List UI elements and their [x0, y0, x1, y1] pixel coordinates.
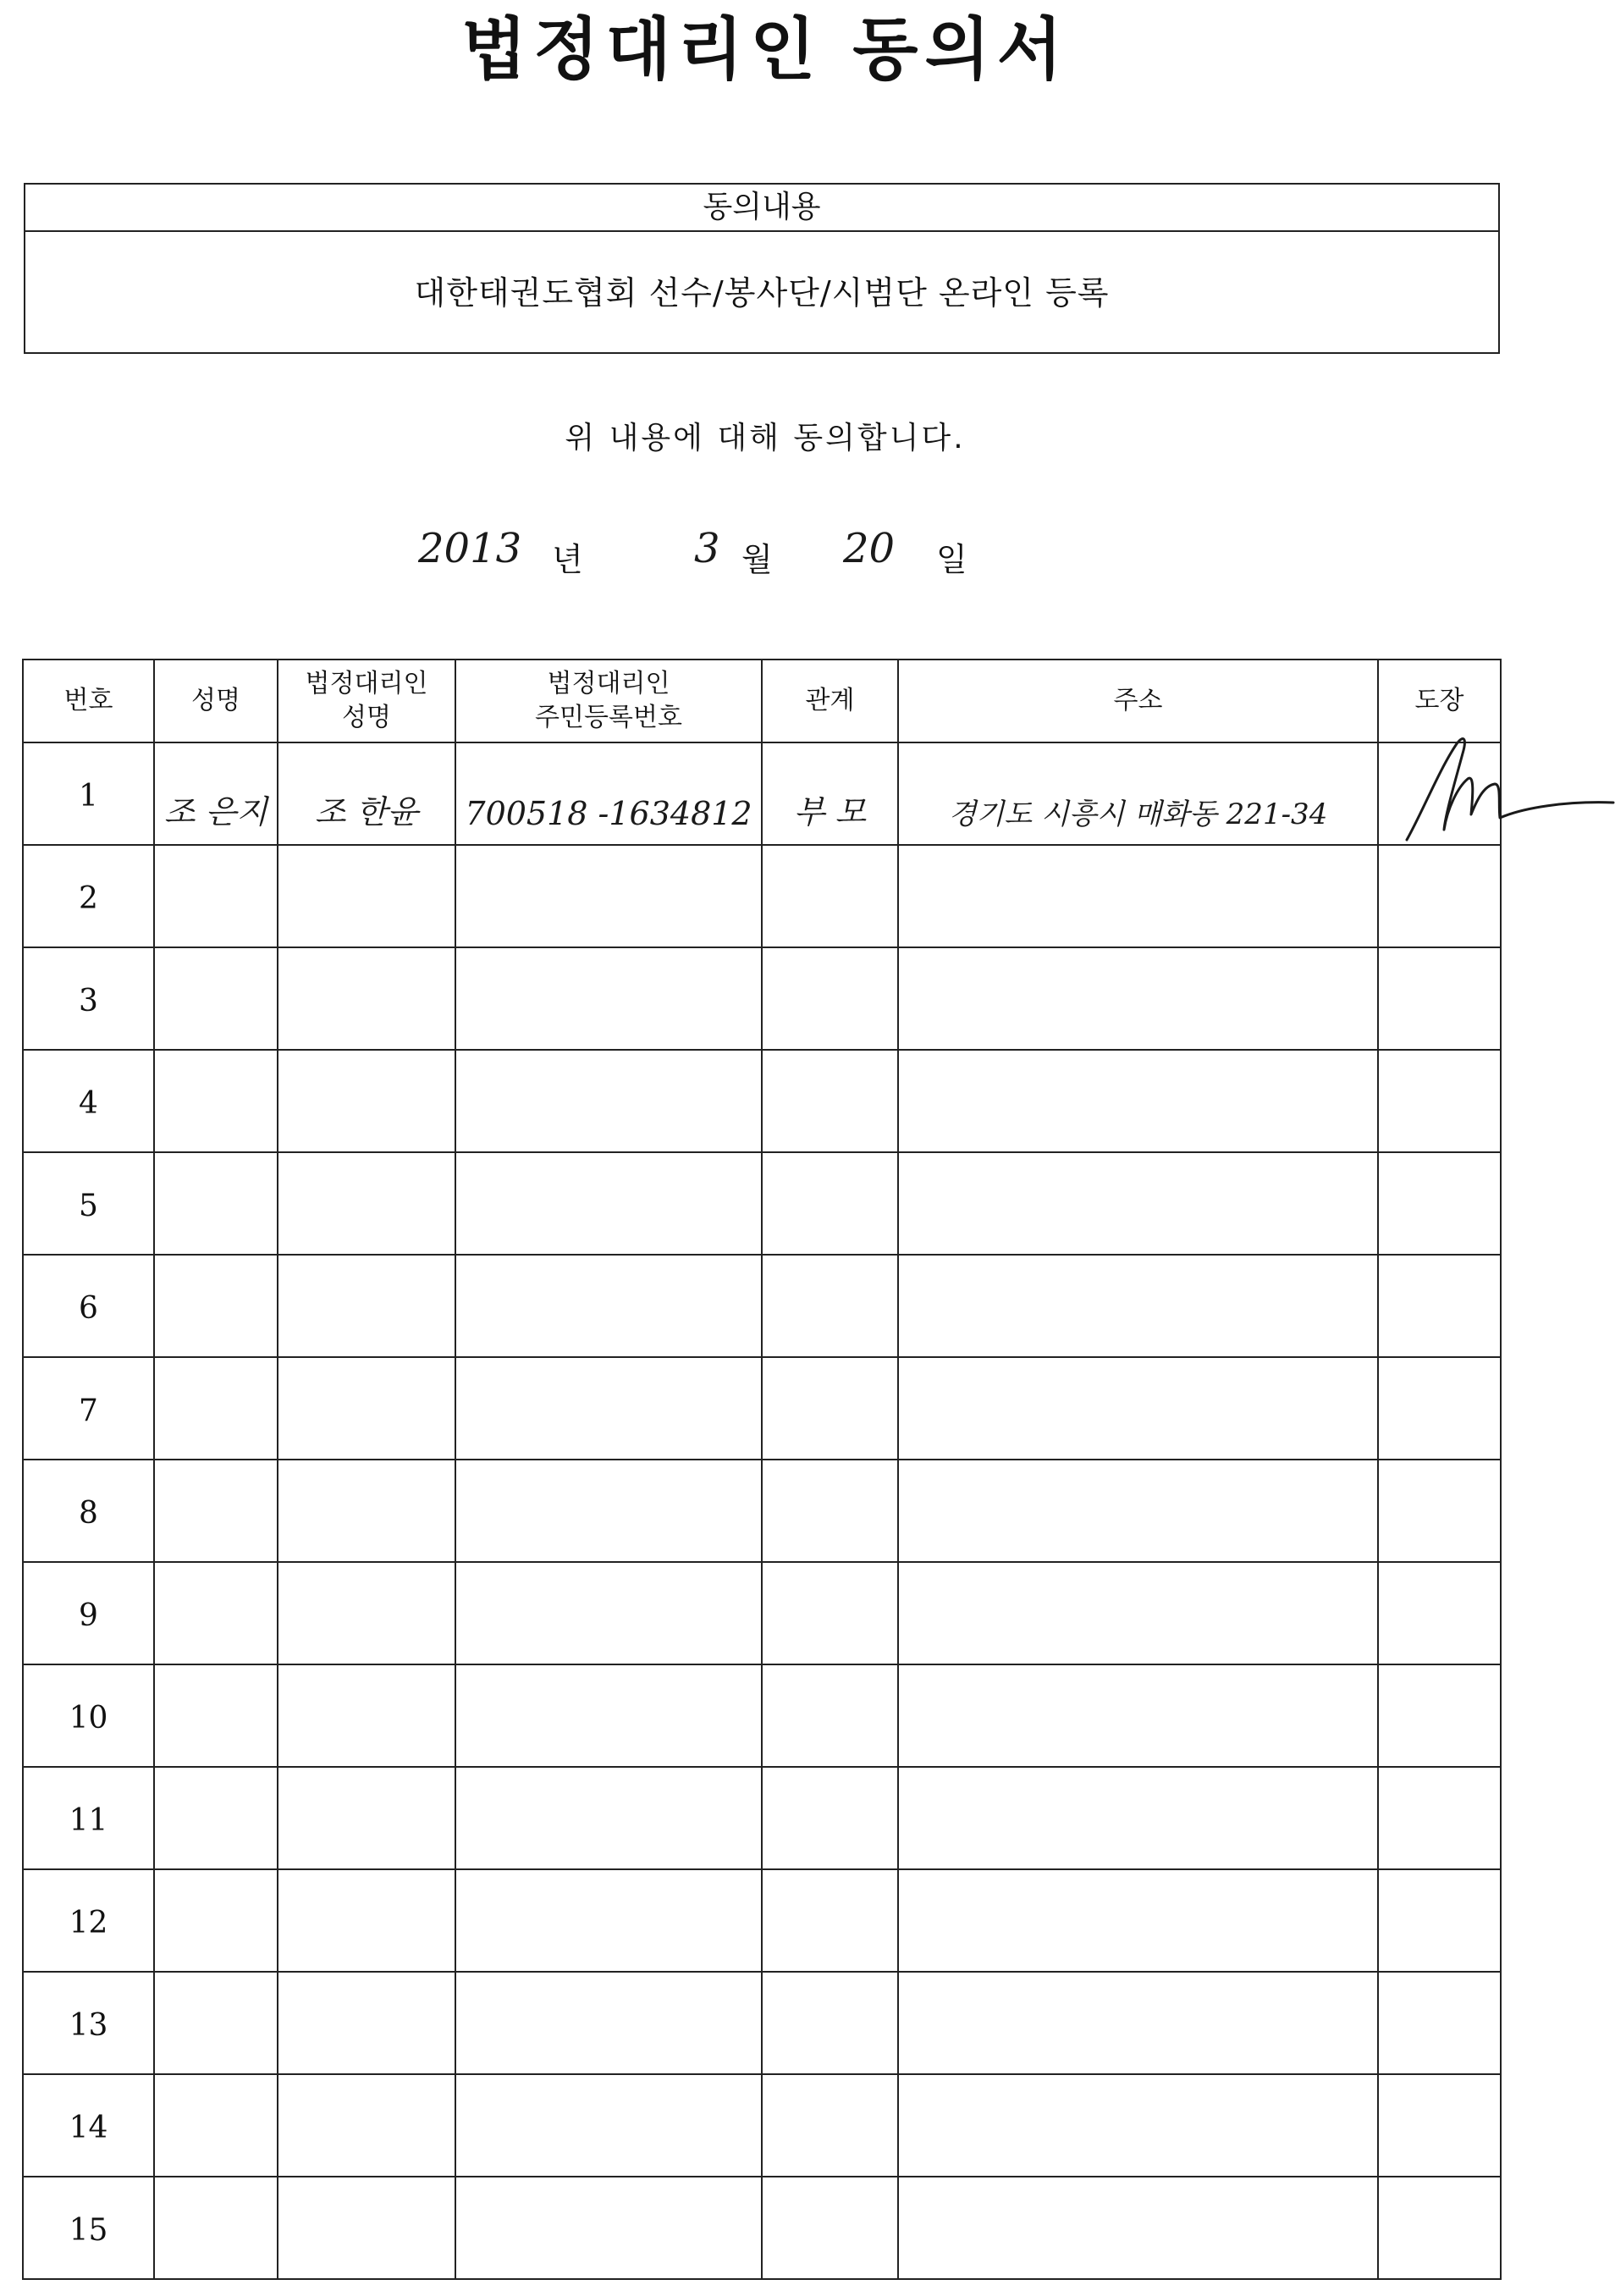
table-row	[23, 1664, 1501, 1767]
row-guardian-name	[278, 1152, 455, 1255]
row-number: 14	[23, 2074, 154, 2177]
row-number: 3	[23, 947, 154, 1050]
row-number: 10	[23, 1664, 154, 1767]
header-seal: 도장	[1378, 660, 1501, 742]
row-number: 2	[23, 845, 154, 947]
row-guardian-name	[278, 1869, 455, 1972]
row-guardian-name	[278, 1460, 455, 1562]
row-seal	[1378, 1869, 1501, 1972]
row-relation	[762, 1357, 898, 1460]
row-relation	[762, 2074, 898, 2177]
table-row	[23, 1767, 1501, 1869]
row-address	[898, 947, 1378, 1050]
row-address	[898, 1152, 1378, 1255]
row-number: 6	[23, 1255, 154, 1357]
row-guardian-id	[455, 2177, 762, 2279]
row-address	[898, 1255, 1378, 1357]
row-guardian-name	[278, 1050, 455, 1152]
row-guardian-name	[278, 2177, 455, 2279]
row-guardian-id	[455, 2074, 762, 2177]
row-address	[898, 1664, 1378, 1767]
row-seal	[1378, 1050, 1501, 1152]
header-guardian-name	[278, 660, 455, 742]
row-number: 7	[23, 1357, 154, 1460]
header-name: 성명	[154, 660, 278, 742]
row-seal	[1378, 1152, 1501, 1255]
row-seal	[1378, 1972, 1501, 2074]
header-guardian-id-line2: 주민등록번호	[535, 703, 682, 732]
table-row	[23, 2177, 1501, 2279]
row-seal	[1378, 1460, 1501, 1562]
row-guardian-id	[455, 1664, 762, 1767]
row-number: 9	[23, 1562, 154, 1664]
row-relation	[762, 1255, 898, 1357]
row-address	[898, 2177, 1378, 2279]
consent-header: 동의내용	[25, 185, 1498, 232]
table-row	[23, 1972, 1501, 2074]
date-year-unit: 년	[552, 541, 583, 578]
consent-content: 대한태권도협회 선수/봉사단/시범단 온라인 등록	[414, 274, 1110, 312]
row-name	[154, 2074, 278, 2177]
table-header-row	[23, 660, 1501, 742]
table-row	[23, 1869, 1501, 1972]
date-day: 20	[843, 525, 896, 572]
document-title: 법정대리인 동의서	[460, 9, 1070, 89]
row-relation	[762, 1869, 898, 1972]
row-address	[898, 1562, 1378, 1664]
row-name	[154, 845, 278, 947]
table-row	[23, 2074, 1501, 2177]
row-name	[154, 1460, 278, 1562]
row-relation	[762, 845, 898, 947]
row-address	[898, 1050, 1378, 1152]
row-name	[154, 1255, 278, 1357]
row-number: 4	[23, 1050, 154, 1152]
row-guardian-id: 700518 -1634812	[455, 742, 762, 845]
row-number: 13	[23, 1972, 154, 2074]
row-guardian-name	[278, 1357, 455, 1460]
row-number: 8	[23, 1460, 154, 1562]
row-guardian-id	[455, 1050, 762, 1152]
row-address	[898, 2074, 1378, 2177]
row-name	[154, 2177, 278, 2279]
row-guardian-id	[455, 845, 762, 947]
row-relation	[762, 947, 898, 1050]
row-number: 5	[23, 1152, 154, 1255]
row-number: 15	[23, 2177, 154, 2279]
header-guardian-name-line2: 성명	[342, 703, 391, 732]
row-relation	[762, 1562, 898, 1664]
table-row	[23, 1050, 1501, 1152]
guardian-table	[22, 659, 1502, 2280]
row-name	[154, 1357, 278, 1460]
row-relation	[762, 1664, 898, 1767]
header-guardian-id-line1: 법정대리인	[547, 669, 670, 698]
row-address	[898, 1869, 1378, 1972]
row-relation	[762, 1050, 898, 1152]
row-name	[154, 1767, 278, 1869]
row-guardian-name	[278, 1255, 455, 1357]
row-guardian-id	[455, 1460, 762, 1562]
row-relation: 부 모	[762, 742, 898, 845]
date-month: 3	[694, 525, 720, 572]
row-address	[898, 1767, 1378, 1869]
row-number: 11	[23, 1767, 154, 1869]
row-name	[154, 1869, 278, 1972]
row-number: 1	[23, 742, 154, 845]
table-row	[23, 947, 1501, 1050]
row-guardian-id	[455, 1972, 762, 2074]
row-guardian-name	[278, 947, 455, 1050]
row-name	[154, 1664, 278, 1767]
table-row	[23, 1357, 1501, 1460]
row-guardian-id	[455, 1255, 762, 1357]
row-seal	[1378, 2074, 1501, 2177]
header-guardian-id	[455, 660, 762, 742]
table-row	[23, 845, 1501, 947]
row-guardian-id	[455, 1767, 762, 1869]
date-line	[0, 522, 1615, 589]
row-name	[154, 947, 278, 1050]
row-seal	[1378, 1357, 1501, 1460]
row-guardian-name	[278, 845, 455, 947]
row-name	[154, 1562, 278, 1664]
table-row	[23, 1152, 1501, 1255]
row-relation	[762, 2177, 898, 2279]
consent-box	[24, 183, 1500, 354]
row-number: 12	[23, 1869, 154, 1972]
row-guardian-id	[455, 1357, 762, 1460]
row-guardian-id	[455, 1562, 762, 1664]
row-seal	[1378, 947, 1501, 1050]
row-guardian-name	[278, 1562, 455, 1664]
table-row	[23, 1562, 1501, 1664]
row-guardian-id	[455, 1869, 762, 1972]
header-relation: 관계	[762, 660, 898, 742]
date-year: 2013	[418, 525, 522, 572]
signature-mark	[1397, 720, 1615, 847]
row-guardian-name	[278, 1972, 455, 2074]
date-day-unit: 일	[936, 541, 967, 578]
table-row	[23, 1255, 1501, 1357]
row-guardian-name	[278, 2074, 455, 2177]
row-address	[898, 1460, 1378, 1562]
row-seal	[1378, 1255, 1501, 1357]
row-seal	[1378, 1664, 1501, 1767]
row-address	[898, 1972, 1378, 2074]
row-address	[898, 845, 1378, 947]
row-seal	[1378, 1562, 1501, 1664]
table-row	[23, 742, 1501, 845]
header-no: 번호	[23, 660, 154, 742]
row-guardian-name	[278, 1664, 455, 1767]
header-address: 주소	[898, 660, 1378, 742]
table-row	[23, 1460, 1501, 1562]
agree-statement: 위 내용에 대해 동의합니다.	[565, 421, 966, 455]
row-guardian-id	[455, 1152, 762, 1255]
row-relation	[762, 1460, 898, 1562]
row-address	[898, 1357, 1378, 1460]
row-seal	[1378, 1767, 1501, 1869]
row-name: 조 은지	[154, 742, 278, 845]
row-seal	[1378, 2177, 1501, 2279]
row-guardian-name	[278, 1767, 455, 1869]
row-name	[154, 1972, 278, 2074]
row-name	[154, 1152, 278, 1255]
row-address: 경기도 시흥시 매화동 221-34	[898, 742, 1378, 845]
row-relation	[762, 1152, 898, 1255]
row-relation	[762, 1767, 898, 1869]
date-month-unit: 월	[741, 541, 773, 578]
row-name	[154, 1050, 278, 1152]
header-guardian-name-line1: 법정대리인	[305, 669, 428, 698]
row-guardian-name: 조 한윤	[278, 742, 455, 845]
row-guardian-id	[455, 947, 762, 1050]
row-seal	[1378, 845, 1501, 947]
row-relation	[762, 1972, 898, 2074]
